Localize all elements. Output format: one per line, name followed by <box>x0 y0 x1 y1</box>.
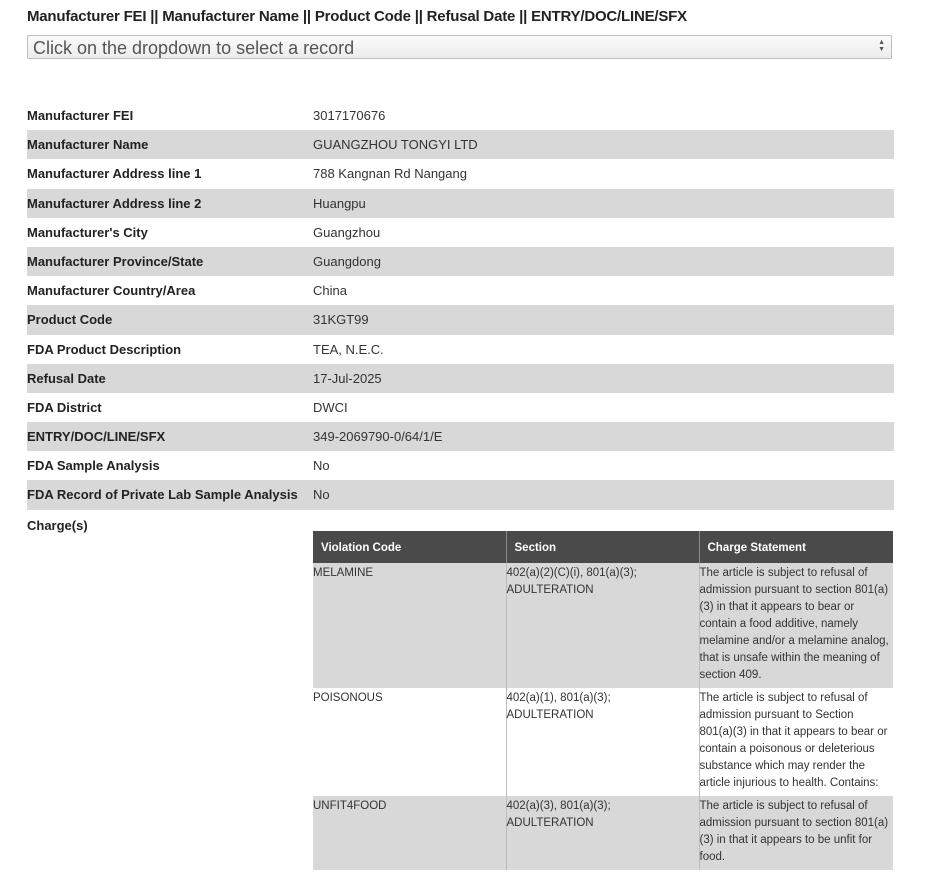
record-select-dropdown[interactable] <box>27 35 892 59</box>
detail-row <box>27 101 894 130</box>
detail-label: FDA Sample Analysis <box>27 458 160 474</box>
detail-value: China <box>313 283 347 299</box>
table-row <box>313 688 893 796</box>
charges-header-row <box>313 531 893 563</box>
detail-value: Huangpu <box>313 195 366 211</box>
record-selector-label: Manufacturer FEI || Manufacturer Name || Product Code || Refusal Date || ENTRY/DOC/LINE/SFX <box>27 8 687 25</box>
detail-row <box>27 393 894 422</box>
record-details <box>27 101 894 510</box>
detail-value: Guangdong <box>313 253 381 269</box>
violation-code-cell: MELAMINE <box>313 563 506 688</box>
detail-label: FDA Product Description <box>27 341 182 357</box>
section-cell: 402(a)(3), 801(a)(3); ADULTERATION <box>506 796 699 870</box>
charge-statement-cell: The article is subject to refusal of admission pursuant to section 801(a)(3) in that it appears to be unfit for food. <box>699 796 893 870</box>
table-row <box>313 796 893 870</box>
detail-label: Manufacturer Address line 2 <box>27 195 202 211</box>
detail-value: 788 Kangnan Rd Nangang <box>313 166 467 182</box>
section-cell: 402(a)(1), 801(a)(3); ADULTERATION <box>506 688 699 796</box>
section-cell: 402(a)(2)(C)(i), 801(a)(3); ADULTERATION <box>506 563 699 688</box>
detail-row <box>27 247 894 276</box>
detail-row <box>27 189 894 218</box>
detail-row <box>27 218 894 247</box>
detail-value: TEA, N.E.C. <box>313 341 384 357</box>
detail-row <box>27 305 894 334</box>
detail-label: Refusal Date <box>27 370 106 386</box>
detail-value: 349-2069790-0/64/1/E <box>313 429 443 445</box>
detail-row <box>27 335 894 364</box>
charges-table <box>313 531 893 870</box>
dropdown-arrows-icon: ▲ ▼ <box>878 39 885 53</box>
detail-label: Manufacturer's City <box>27 224 148 240</box>
detail-value: DWCI <box>313 399 348 415</box>
detail-row <box>27 364 894 393</box>
detail-row <box>27 480 894 509</box>
detail-label: Manufacturer Country/Area <box>27 283 196 299</box>
violation-code-cell: UNFIT4FOOD <box>313 796 506 870</box>
detail-value: GUANGZHOU TONGYI LTD <box>313 137 478 153</box>
detail-row <box>27 276 894 305</box>
detail-value: 17-Jul-2025 <box>313 370 382 386</box>
detail-label: Manufacturer FEI <box>27 108 134 123</box>
detail-value: Guangzhou <box>313 224 381 240</box>
charge-statement-cell: The article is subject to refusal of admission pursuant to Section 801(a)(3) in that it appears to bear or contain a poisonous or deleterious substance which may render the article injurious to health. Contains: <box>699 688 893 796</box>
violation-code-cell: POISONOUS <box>313 688 506 796</box>
record-select-placeholder: Click on the dropdown to select a record <box>33 38 355 58</box>
detail-label: Manufacturer Address line 1 <box>27 166 202 182</box>
table-row <box>313 563 893 688</box>
detail-label: Product Code <box>27 312 113 328</box>
detail-value: No <box>313 487 330 503</box>
detail-value: 3017170676 <box>313 108 386 123</box>
detail-label: Manufacturer Province/State <box>27 253 204 269</box>
detail-label: FDA Record of Private Lab Sample Analysis <box>27 487 298 503</box>
detail-value: No <box>313 458 330 474</box>
detail-label: Manufacturer Name <box>27 137 149 153</box>
charges-label: Charge(s) <box>27 518 88 533</box>
detail-label: FDA District <box>27 399 102 415</box>
detail-value: 31KGT99 <box>313 312 369 328</box>
column-header-section: Section <box>506 531 699 563</box>
detail-row <box>27 130 894 159</box>
detail-row <box>27 422 894 451</box>
detail-row <box>27 451 894 480</box>
detail-row <box>27 159 894 188</box>
detail-label: ENTRY/DOC/LINE/SFX <box>27 429 166 445</box>
charge-statement-cell: The article is subject to refusal of admission pursuant to section 801(a)(3) in that it appears to bear or contain a food additive, namely melamine and/or a melamine analog, that is unsafe within the meaning of section 409. <box>699 563 893 688</box>
column-header-charge-statement: Charge Statement <box>699 531 893 563</box>
column-header-violation-code: Violation Code <box>313 531 506 563</box>
